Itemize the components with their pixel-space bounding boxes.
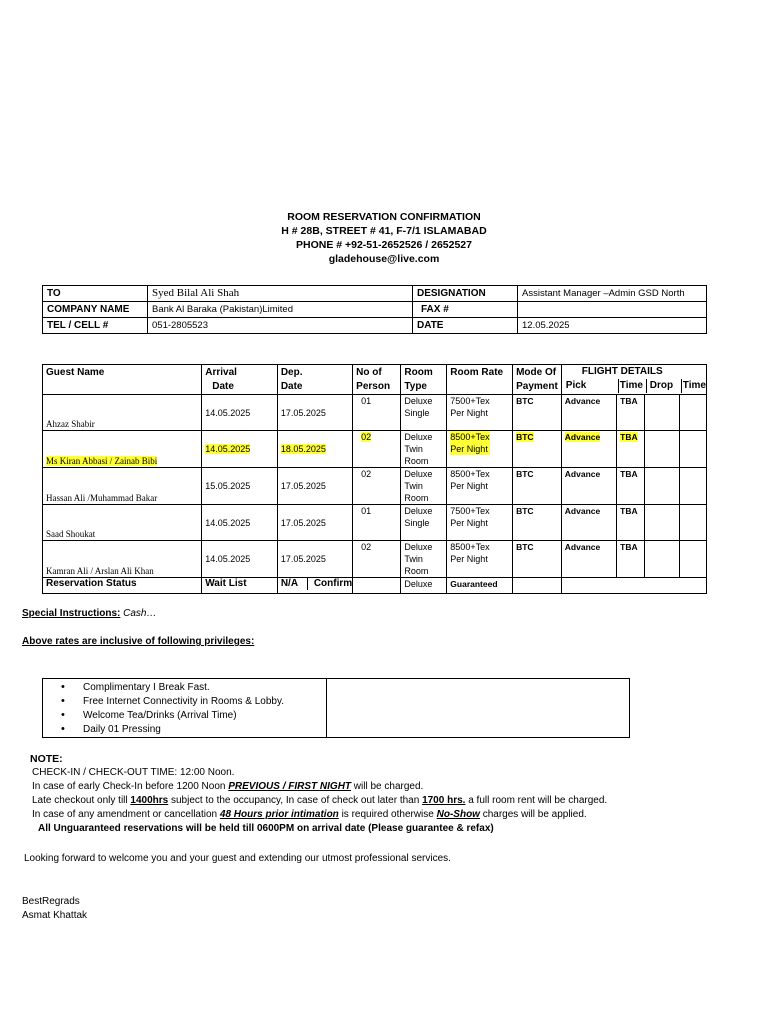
note-line-2: In case of early Check-In before 1200 Noon PREVIOUS / FIRST NIGHT will be charged. — [32, 781, 424, 792]
privilege-item: • Welcome Tea/Drinks (Arrival Time) — [61, 709, 237, 721]
col-drop: Drop — [646, 379, 681, 393]
col-payment: Mode Of Payment — [513, 365, 562, 395]
col-room-rate: Room Rate — [447, 365, 513, 395]
guest-payment: BTC — [513, 505, 562, 541]
guest-departure: 17.05.2025 — [277, 468, 352, 505]
guest-pick: Advance — [561, 468, 616, 505]
guest-room-rate: 8500+Tex Per Night — [447, 431, 513, 468]
guest-room-type: Deluxe Single — [401, 505, 447, 541]
guest-pick: Advance — [561, 505, 616, 541]
special-instructions-value: Cash… — [120, 608, 157, 619]
guest-name: Hassan Ali /Muhammad Bakar — [43, 468, 202, 505]
bullet-icon: • — [61, 709, 65, 721]
status-na: N/A — [280, 578, 299, 589]
guest-time: TBA — [617, 505, 645, 541]
guest-arrival: 15.05.2025 — [202, 468, 278, 505]
guest-name: Saad Shoukat — [43, 505, 202, 541]
guest-pick: Advance — [561, 541, 616, 578]
guest-room-rate: 7500+Tex Per Night — [447, 505, 513, 541]
guest-drop — [645, 395, 679, 431]
guest-room-rate: 8500+Tex Per Night — [447, 468, 513, 505]
guest-payment: BTC — [513, 395, 562, 431]
col-arrival: Arrival Date — [202, 365, 278, 395]
col-time-2: Time — [682, 380, 706, 391]
col-departure: Dep. Date — [277, 365, 352, 395]
to-value: Syed Bilal Ali Shah — [148, 286, 413, 302]
designation-label: DESIGNATION — [413, 286, 518, 302]
status-guaranteed: Guaranteed — [447, 578, 513, 594]
guest-departure: 17.05.2025 — [277, 541, 352, 578]
table-header-row — [43, 365, 707, 395]
table-row — [43, 431, 707, 468]
guest-drop-time — [679, 541, 706, 578]
col-pick: Pick — [565, 380, 587, 391]
guest-room-type: Deluxe Twin Room — [401, 541, 447, 578]
privilege-item: • Free Internet Connectivity in Rooms & Lobby. — [61, 695, 285, 707]
col-flight-details — [561, 365, 706, 395]
col-persons: No of Person — [353, 365, 401, 395]
guest-room-type: Deluxe Twin Room — [401, 431, 447, 468]
to-label: TO — [43, 286, 148, 302]
table-row — [43, 395, 707, 431]
designation-value: Assistant Manager –Admin GSD North — [518, 286, 707, 302]
guest-arrival: 14.05.2025 — [202, 541, 278, 578]
guest-pick: Advance — [561, 395, 616, 431]
guest-drop — [645, 468, 679, 505]
guest-persons: 02 — [353, 431, 401, 468]
guest-time: TBA — [617, 431, 645, 468]
guest-name: Ms Kiran Abbasi / Zainab Bibi — [43, 431, 202, 468]
guest-name: Ahzaz Shabir — [43, 395, 202, 431]
date-label: DATE — [413, 318, 518, 334]
guest-pick: Advance — [561, 431, 616, 468]
signoff-regards: BestRegrads — [22, 896, 80, 907]
guest-room-rate: 8500+Tex Per Night — [447, 541, 513, 578]
table-row — [43, 505, 707, 541]
special-instructions — [22, 607, 156, 621]
guest-time: TBA — [617, 395, 645, 431]
note-title: NOTE: — [30, 753, 63, 765]
guest-departure: 17.05.2025 — [277, 395, 352, 431]
signoff-name: Asmat Khattak — [22, 910, 88, 921]
flight-details-title: FLIGHT DETAILS — [581, 366, 663, 377]
table-row — [43, 468, 707, 505]
guest-arrival: 14.05.2025 — [202, 431, 278, 468]
guest-room-type: Deluxe Single — [401, 395, 447, 431]
status-label: Reservation Status — [43, 578, 202, 594]
note-line-3: Late checkout only till 1400hrs subject to the occupancy, In case of check out later than 1700 hrs. a full room rent will be charged. — [32, 795, 608, 806]
document-title: ROOM RESERVATION CONFIRMATION — [287, 211, 481, 223]
tel-label: TEL / CELL # — [43, 318, 148, 334]
guest-table — [42, 364, 707, 594]
bullet-icon: • — [61, 695, 65, 707]
guest-payment: BTC — [513, 431, 562, 468]
guest-arrival: 14.05.2025 — [202, 505, 278, 541]
guest-payment: BTC — [513, 468, 562, 505]
table-row — [43, 541, 707, 578]
guest-payment: BTC — [513, 541, 562, 578]
privileges-box — [42, 678, 630, 738]
special-instructions-label: Special Instructions: — [22, 608, 121, 619]
company-label: COMPANY NAME — [43, 302, 148, 318]
guest-departure: 17.05.2025 — [277, 505, 352, 541]
privileges-list — [43, 681, 629, 737]
status-confirm: Confirm — [307, 578, 352, 590]
hotel-address: H # 28B, STREET # 41, F-7/1 ISLAMABAD — [281, 225, 487, 237]
guest-room-type: Deluxe Twin Room — [401, 468, 447, 505]
date-value: 12.05.2025 — [518, 318, 707, 334]
privilege-item: • Daily 01 Pressing — [61, 723, 161, 735]
privilege-item: • Complimentary I Break Fast. — [61, 681, 210, 693]
note-line-4: In case of any amendment or cancellation 48 Hours prior intimation is required otherwise No-Show charges will be applied. — [32, 809, 587, 820]
recipient-info-table — [42, 285, 707, 334]
status-row — [43, 578, 707, 594]
guest-departure: 18.05.2025 — [277, 431, 352, 468]
guest-room-rate: 7500+Tex Per Night — [447, 395, 513, 431]
col-room-type: Room Type — [401, 365, 447, 395]
guest-persons: 01 — [353, 505, 401, 541]
col-guest-name: Guest Name — [43, 365, 202, 395]
bullet-icon: • — [61, 681, 65, 693]
guest-persons: 02 — [353, 541, 401, 578]
guest-persons: 02 — [353, 468, 401, 505]
guest-time: TBA — [617, 541, 645, 578]
fax-value — [518, 302, 707, 318]
note-line-5: All Unguaranteed reservations will be held till 0600PM on arrival date (Please guarantee & refax) — [38, 823, 494, 834]
bullet-icon: • — [61, 723, 65, 735]
guest-drop-time — [679, 395, 706, 431]
company-value: Bank Al Baraka (Pakistan)Limited — [148, 302, 413, 318]
fax-label: FAX # — [413, 302, 518, 318]
guest-name: Kamran Ali / Arslan Ali Khan — [43, 541, 202, 578]
status-deluxe: Deluxe — [401, 578, 447, 594]
note-line-1: CHECK-IN / CHECK-OUT TIME: 12:00 Noon. — [32, 767, 235, 778]
hotel-email: gladehouse@live.com — [328, 253, 440, 265]
status-wait-list: Wait List — [202, 578, 278, 594]
col-time: Time — [618, 379, 646, 393]
privileges-heading: Above rates are inclusive of following privileges: — [22, 636, 255, 647]
tel-value: 051-2805523 — [148, 318, 413, 334]
guest-drop — [645, 541, 679, 578]
closing-text: Looking forward to welcome you and your guest and extending our utmost professional services. — [24, 853, 451, 864]
guest-drop-time — [679, 468, 706, 505]
guest-drop-time — [679, 505, 706, 541]
guest-drop — [645, 431, 679, 468]
guest-drop-time — [679, 431, 706, 468]
hotel-phone: PHONE # +92-51-2652526 / 2652527 — [295, 239, 472, 251]
guest-arrival: 14.05.2025 — [202, 395, 278, 431]
guest-time: TBA — [617, 468, 645, 505]
guest-persons: 01 — [353, 395, 401, 431]
guest-drop — [645, 505, 679, 541]
